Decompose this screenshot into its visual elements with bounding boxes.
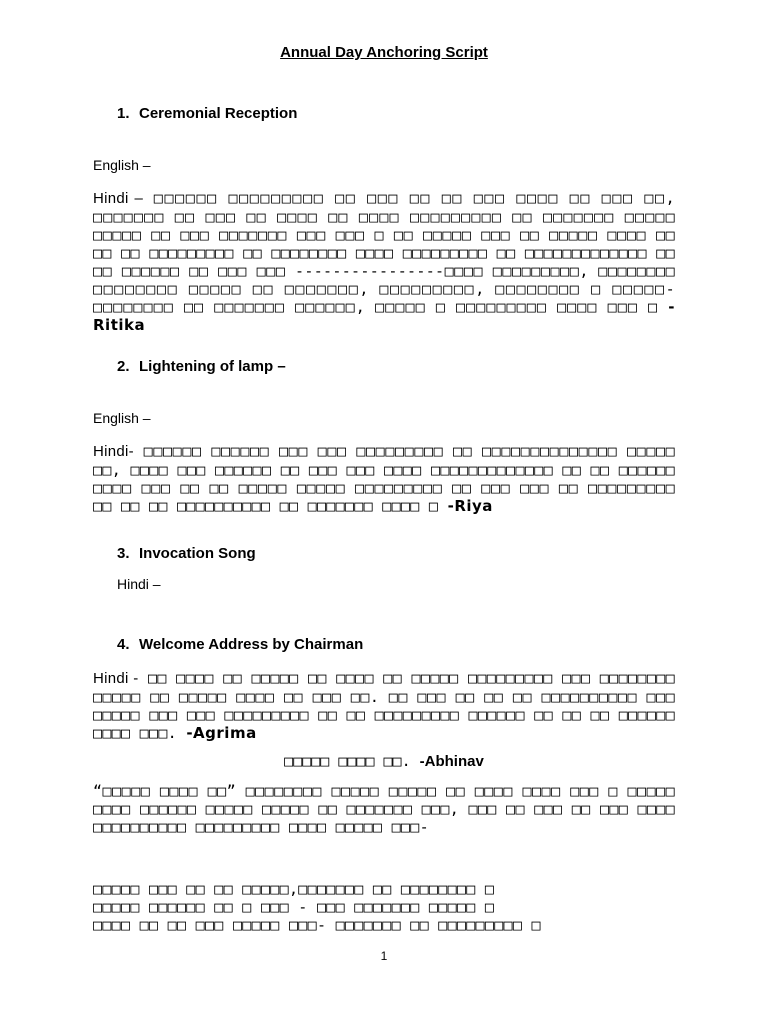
hindi-label: Hindi- [93,443,134,460]
section-number: 4. [117,636,130,653]
hindi-paragraph [93,669,675,742]
hindi-text: □□ □□□□ □□ □□□□□ □□ □□□□ □□ □□□□□ □□□□□□□□□ □□□ □□□□□□□□ □□□□□ □□ □□□□□ □□□□ □□ □□□ □□. □□ □□□ □□ □□ □□ □□□□□□□□□□ □□□ □□□□□ □□□ □□□ □□□□□□□□□ □□ □□ □□□□□□□□□ □□□□□□ □□ □□ □□ □□□□□□ □□□□ □□□. [93,669,675,742]
document-title: Annual Day Anchoring Script [280,44,488,61]
section-number: 2. [117,358,130,375]
section-heading-welcome-address [117,636,363,653]
hindi-label: Hindi - [93,670,139,687]
speaker-signature: -Abhinav [419,753,484,770]
hindi-paragraph [93,189,675,334]
quote-text: □□□□□□□□ □□□□□ □□□□□ □□ □□□□ □□□□ □□□ □ □□□□□ □□□□ □□□□□□ □□□□□ □□□□□ □□ □□□□□□□ □□□, □□□ □□ □□□ □□ □□□ □□□□ □□□□□□□□□□ □□□□□□□□□ □□□□ □□□□□ □□□- [93,782,676,836]
centered-line [0,752,768,770]
section-heading-lightening-of-lamp [117,358,286,375]
centered-text: □□□□□ □□□□ □□. [284,752,411,770]
hindi-label: Hindi – [93,190,144,207]
poem-line: □□□□□ □□□ □□ □□ □□□□□,□□□□□□□ □□ □□□□□□□□ □ [93,880,495,898]
hindi-text: □□□□□□ □□□□□□□□□ □□ □□□ □□ □□ □□□ □□□□ □□ □□□ □□, □□□□□□□ □□ □□□ □□ □□□□ □□ □□□□ □□□□□□□□□ □□ □□□□□□□ □□□□□ □□□□□ □□ □□□ □□□□□□□ □□□ □□□ □ □□ □□□□□ □□□ □□ □□□□□ □□□□ □□ □□ □□ □□□□□□□□□ □□ □□□□□□□□ □□□□ □□□□□□□□□ □□ □□□□□□□□□□□□□ □□ □□ □□□□□□ □□ □□□ □□□ ----------------□□□□ □□□□□□□□□, □□□□□□□□ □□□□□□□□ □□□□□ □□ □□□□□□□, □□□□□□□□□, □□□□□□□□ □ □□□□□- □□□□□□□□ □□ □□□□□□□ □□□□□□, □□□□□ □ □□□□□□□□□ □□□□ □□□ □ [93,189,675,316]
section-heading-ceremonial-reception [117,105,297,122]
poem-line: □□□□□ □□□□□□ □□ □ □□□ - □□□ □□□□□□□ □□□□□ □ [93,898,495,916]
speaker-signature: -Riya [447,497,493,515]
poem-block [93,880,541,934]
english-label: English – [93,410,151,426]
hindi-label: Hindi – [117,576,161,592]
section-number: 3. [117,545,130,562]
section-title: Ceremonial Reception [139,105,298,122]
speaker-signature: - Ritika [93,298,675,334]
section-title: Invocation Song [139,545,256,562]
section-title: Lightening of lamp – [139,358,286,375]
english-label: English – [93,157,151,173]
quote-title: “□□□□□ □□□□ □□” [93,782,237,800]
section-heading-invocation-song [117,545,256,562]
section-title: Welcome Address by Chairman [139,636,364,653]
hindi-paragraph [93,442,675,515]
hindi-text: □□□□□□ □□□□□□ □□□ □□□ □□□□□□□□□ □□ □□□□□□□□□□□□□□ □□□□□ □□, □□□□ □□□ □□□□□□ □□ □□□ □□□ □□□□ □□□□□□□□□□□□□ □□ □□ □□□□□□ □□□□ □□□ □□ □□ □□□□□ □□□□□ □□□□□□□□□ □□ □□□ □□□ □□ □□□□□□□□□ □□ □□ □□ □□□□□□□□□□ □□ □□□□□□□ □□□□ □ [93,442,675,515]
section-number: 1. [117,105,130,122]
quote-paragraph [93,782,675,836]
poem-line: □□□□ □□ □□ □□□ □□□□□ □□□- □□□□□□□ □□ □□□□□□□□□ □ [93,916,541,934]
page-number: 1 [380,949,388,963]
speaker-signature: -Agrima [186,724,257,742]
